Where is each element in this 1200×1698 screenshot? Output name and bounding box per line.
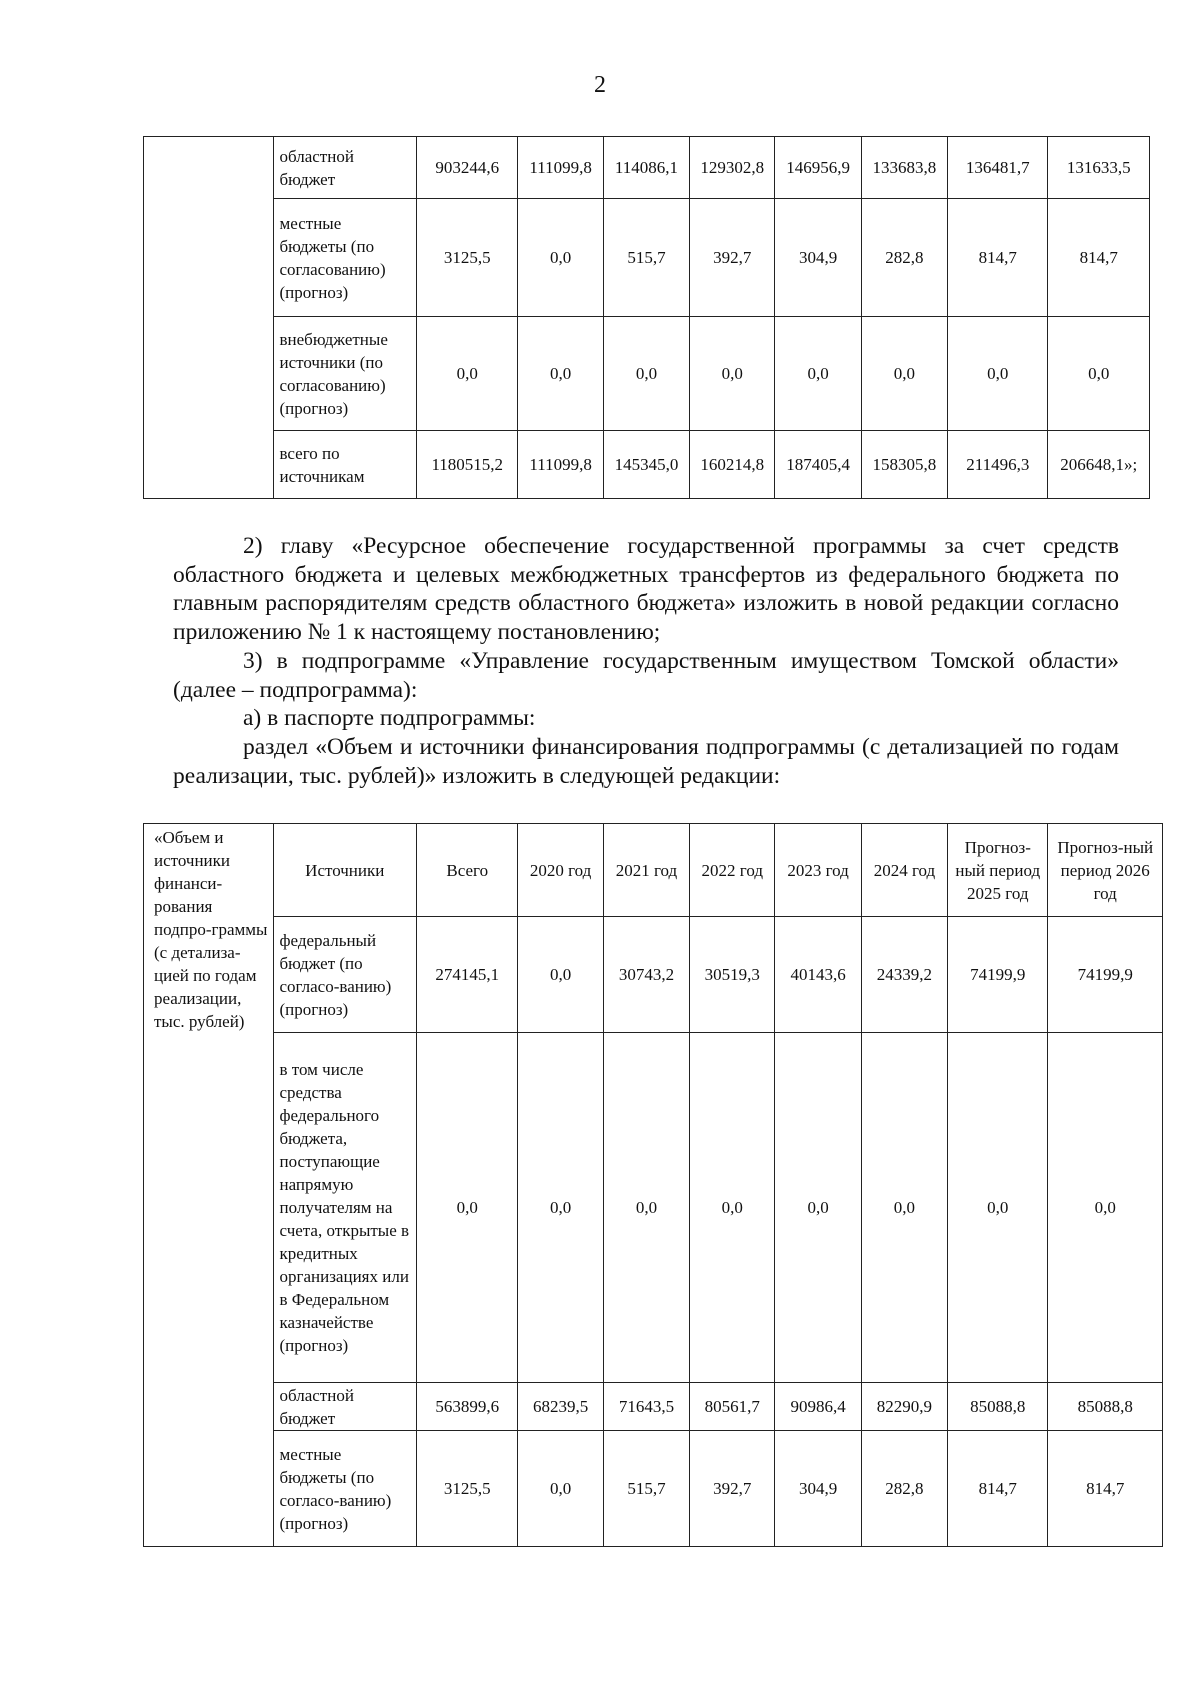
cell: 0,0 xyxy=(690,317,775,431)
cell: 0,0 xyxy=(518,1033,603,1383)
cell: 136481,7 xyxy=(948,137,1048,199)
row-label: федеральный бюджет (по согласо-ванию) (прогноз) xyxy=(273,917,417,1033)
cell: 68239,5 xyxy=(518,1383,603,1431)
column-header: 2021 год xyxy=(603,824,689,917)
cell: 160214,8 xyxy=(690,431,775,499)
header-row xyxy=(144,824,1163,917)
cell: 1180515,2 xyxy=(417,431,518,499)
cell: 90986,4 xyxy=(775,1383,861,1431)
row-label: местные бюджеты (по согласо-ванию) (прогноз) xyxy=(273,1431,417,1547)
cell: 0,0 xyxy=(417,317,518,431)
paragraph: 2) главу «Ресурсное обеспечение государственной программы за счет средств областного бюджета и целевых межбюджетных трансфертов из федерального бюджета по главным распорядителям средств областного бюджета» изложить в новой редакции согласно приложению № 1 к настоящему постановлению; xyxy=(173,533,1119,646)
cell: 392,7 xyxy=(690,199,775,317)
paragraph: 3) в подпрограмме «Управление государственным имуществом Томской области» (далее – подпрограмма): xyxy=(173,647,1119,703)
cell: 0,0 xyxy=(775,1033,861,1383)
column-header: 2023 год xyxy=(775,824,861,917)
cell: 563899,6 xyxy=(417,1383,518,1431)
cell: 0,0 xyxy=(518,917,603,1033)
cell: 133683,8 xyxy=(861,137,947,199)
cell: 85088,8 xyxy=(948,1383,1048,1431)
cell: 206648,1»; xyxy=(1048,431,1150,499)
empty-cell xyxy=(144,137,274,499)
cell: 74199,9 xyxy=(1048,917,1163,1033)
cell: 515,7 xyxy=(603,1431,689,1547)
cell: 3125,5 xyxy=(417,1431,518,1547)
table-row xyxy=(144,1033,1163,1383)
section-title-cell: «Объем и источники финанси-рования подпро-граммы (с детализа-цией по годам реализации, тыс. рублей) xyxy=(144,824,274,1547)
cell: 0,0 xyxy=(775,317,861,431)
cell: 3125,5 xyxy=(417,199,518,317)
column-header: Источники xyxy=(273,824,417,917)
cell: 0,0 xyxy=(603,1033,689,1383)
row-label: внебюджетные источники (по согласованию) (прогноз) xyxy=(273,317,417,431)
table-row xyxy=(144,431,1150,499)
column-header: Прогноз-ный период 2026 год xyxy=(1048,824,1163,917)
cell: 0,0 xyxy=(861,1033,947,1383)
page-number: 2 xyxy=(594,72,606,98)
cell: 30519,3 xyxy=(690,917,775,1033)
cell: 131633,5 xyxy=(1048,137,1150,199)
body-text xyxy=(173,532,1119,790)
cell: 0,0 xyxy=(1048,1033,1163,1383)
cell: 0,0 xyxy=(948,317,1048,431)
table-row xyxy=(144,1431,1163,1547)
cell: 71643,5 xyxy=(603,1383,689,1431)
cell: 0,0 xyxy=(1048,317,1150,431)
cell: 114086,1 xyxy=(603,137,689,199)
column-header: 2024 год xyxy=(861,824,947,917)
cell: 282,8 xyxy=(861,199,947,317)
cell: 0,0 xyxy=(861,317,947,431)
cell: 0,0 xyxy=(948,1033,1048,1383)
cell: 158305,8 xyxy=(861,431,947,499)
cell: 814,7 xyxy=(1048,1431,1163,1547)
cell: 111099,8 xyxy=(518,137,603,199)
table-row xyxy=(144,199,1150,317)
cell: 129302,8 xyxy=(690,137,775,199)
cell: 82290,9 xyxy=(861,1383,947,1431)
cell: 392,7 xyxy=(690,1431,775,1547)
column-header: 2022 год xyxy=(690,824,775,917)
cell: 0,0 xyxy=(417,1033,518,1383)
paragraph: раздел «Объем и источники финансирования подпрограммы (с детализацией по годам реализации, тыс. рублей)» изложить в следующей редакции: xyxy=(173,733,1119,789)
cell: 146956,9 xyxy=(775,137,861,199)
cell: 903244,6 xyxy=(417,137,518,199)
cell: 187405,4 xyxy=(775,431,861,499)
paragraph: а) в паспорте подпрограммы: xyxy=(243,705,536,732)
cell: 814,7 xyxy=(1048,199,1150,317)
cell: 304,9 xyxy=(775,199,861,317)
row-label: местные бюджеты (по согласованию) (прогноз) xyxy=(273,199,417,317)
column-header: Прогноз-ный период 2025 год xyxy=(948,824,1048,917)
cell: 814,7 xyxy=(948,199,1048,317)
cell: 111099,8 xyxy=(518,431,603,499)
cell: 515,7 xyxy=(603,199,689,317)
cell: 0,0 xyxy=(690,1033,775,1383)
table-row xyxy=(144,917,1163,1033)
column-header: 2020 год xyxy=(518,824,603,917)
row-label: всего по источникам xyxy=(273,431,417,499)
cell: 211496,3 xyxy=(948,431,1048,499)
cell: 0,0 xyxy=(603,317,689,431)
subprogram-funding-table xyxy=(143,823,1163,1547)
column-header: Всего xyxy=(417,824,518,917)
cell: 74199,9 xyxy=(948,917,1048,1033)
row-label: в том числе средства федерального бюджета, поступающие напрямую получателям на счета, открытые в кредитных организациях или в Федеральном казначействе (прогноз) xyxy=(273,1033,417,1383)
row-label: областной бюджет xyxy=(273,137,417,199)
cell: 24339,2 xyxy=(861,917,947,1033)
cell: 80561,7 xyxy=(690,1383,775,1431)
row-label: областной бюджет xyxy=(273,1383,417,1431)
cell: 30743,2 xyxy=(603,917,689,1033)
cell: 0,0 xyxy=(518,317,603,431)
cell: 0,0 xyxy=(518,199,603,317)
cell: 0,0 xyxy=(518,1431,603,1547)
cell: 40143,6 xyxy=(775,917,861,1033)
table-row xyxy=(144,1383,1163,1431)
funding-table-continued xyxy=(143,136,1150,499)
cell: 814,7 xyxy=(948,1431,1048,1547)
cell: 282,8 xyxy=(861,1431,947,1547)
table-row xyxy=(144,137,1150,199)
cell: 145345,0 xyxy=(603,431,689,499)
table-row xyxy=(144,317,1150,431)
cell: 274145,1 xyxy=(417,917,518,1033)
cell: 85088,8 xyxy=(1048,1383,1163,1431)
cell: 304,9 xyxy=(775,1431,861,1547)
